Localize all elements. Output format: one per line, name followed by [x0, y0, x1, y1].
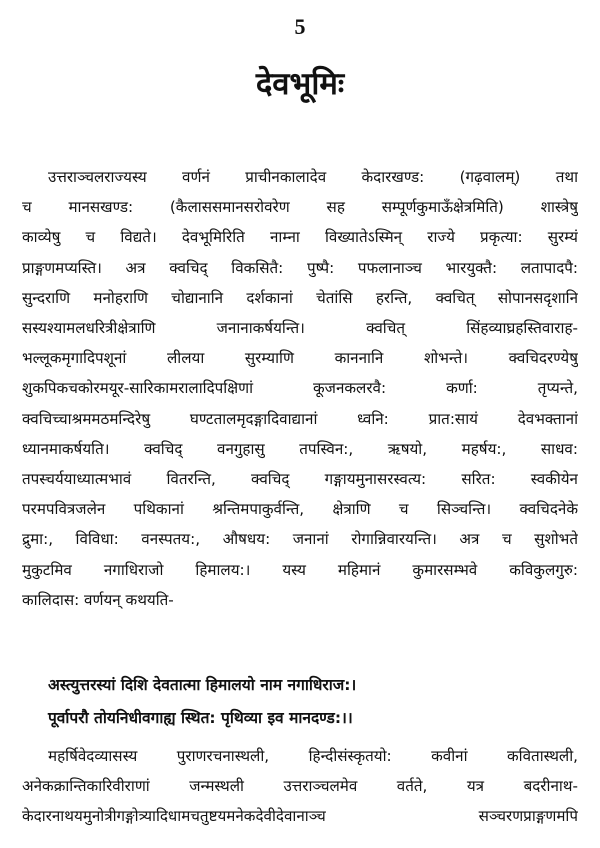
text-line: ध्यानमाकर्षयति। क्वचिद् वनगुहासु तपस्विन:, ऋषयो, महर्षय:, साधव:: [22, 439, 578, 458]
paragraph-2: [22, 741, 578, 832]
text-line: क्वचिच्चाश्रममठमन्दिरेषु घण्टतालमृदङ्गादिवाद्यानां ध्वनि: प्रात:सायं देवभक्तानां: [22, 409, 578, 428]
text-line: मुकुटमिव नगाधिराजो हिमालय:। यस्य महिमानं कुमारसम्भवे कविकुलगुरु:: [22, 560, 578, 579]
text-line: केदारनाथयमुनोत्रीगङ्गोत्र्यादिधामचतुष्टयमनेकदेवीदेवानाञ्च सञ्चरणप्राङ्गणमपि: [22, 807, 578, 826]
text-line: शुकपिकचकोरमयूर-सारिकामरालादिपक्षिणां कूजनकलरवै: कर्णा: तृप्यन्ते,: [22, 379, 578, 398]
text-line: महर्षिवेदव्यासस्य पुराणरचनास्थली, हिन्दीसंस्कृतयो: कवीनां कवितास्थली,: [48, 747, 578, 765]
text-line: तपस्चर्ययाध्यात्मभावं वितरन्ति, क्वचिद् गङ्गायमुनासरस्वत्य: सरित: स्वकीयेन: [22, 470, 578, 489]
text-line: उत्तराञ्चलराज्यस्य वर्णनं प्राचीनकालादेव केदारखण्ड: (गढ़वालम्) तथा: [48, 168, 578, 186]
paragraph-1: [22, 162, 578, 615]
text-line: कालिदास: वर्णयन् कथयति-: [22, 590, 174, 609]
text-line: अनेकक्रान्तिकारिवीराणां जन्मस्थली उत्तराञ्चलमेव वर्तते, यत्र बदरीनाथ-: [22, 777, 578, 796]
chapter-title: देवभूमिः: [255, 66, 345, 102]
verse-line-1: अस्त्युत्तरस्यां दिशि देवतात्मा हिमालयो नाम नगाधिराज:।: [48, 676, 357, 694]
text-line: सुन्दराणि मनोहराणि चोद्यानानि दर्शकानां चेतांसि हरन्ति, क्वचित् सोपानसदृशानि: [22, 288, 578, 307]
text-line: सस्यश्यामलधरित्रीक्षेत्राणि जनानाकर्षयन्ति। क्वचित् सिंहव्याघ्रहस्तिवाराह-: [22, 319, 578, 338]
text-line: च मानसखण्ड: (कैलाससमानसरोवरेण सह सम्पूर्णकुमाऊँक्षेत्रमिति) शास्त्रेषु: [22, 198, 578, 217]
text-line: परमपवित्रजलेन पथिकानां श्रन्तिमपाकुर्वन्ति, क्षेत्राणि च सिञ्चन्ति। क्वचिदनेके: [22, 500, 578, 519]
page-number: 5: [294, 14, 306, 39]
text-line: प्राङ्गणमप्यस्ति। अत्र क्वचिद् विकसितै: पुष्पै: पफलानाञ्च भारयुक्तै: लतापादपै:: [22, 258, 578, 277]
verse-line-2: पूर्वापरौ तोयनिधीवगाह्य स्थित: पृथिव्या इव मानदण्ड:।।: [48, 709, 353, 727]
text-line: काव्येषु च विद्यते। देवभूमिरिति नाम्ना विख्यातेऽस्मिन् राज्ये प्रकृत्या: सुरम्यं: [22, 228, 578, 247]
text-line: भल्लूकमृगादिपशूनां लीलया सुरम्याणि काननानि शोभन्ते। क्वचिदरण्येषु: [22, 349, 578, 368]
text-line: द्रुमा:, विविधा: वनस्पतय:, औषधय: जनानां रोगान्निवारयन्ति। अत्र च सुशोभते: [22, 530, 578, 549]
